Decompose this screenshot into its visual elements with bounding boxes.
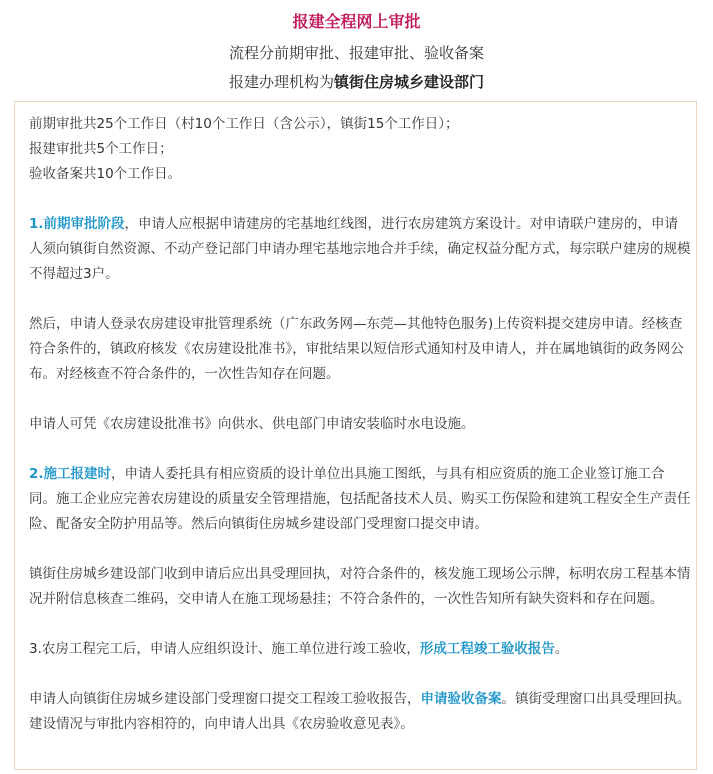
agency-prefix: 报建办理机构为 [228,73,334,91]
stage2-heading: 2.施工报建时 [29,466,112,482]
content-body [29,112,691,737]
stage3-para2-text-end: 。镇街受理窗口出具受理回执。建设情况与审批内容相符的，向申请人出具《农房验收意见表》。 [29,691,691,732]
stage3-para2-text: 申请人向镇街住房城乡建设部门受理窗口提交工程竣工验收报告， [29,691,421,707]
stage3-paragraph [29,637,691,662]
stage3-highlight: 形成工程竣工验收报告 [419,641,555,657]
stage3-para2-highlight: 申请验收备案 [420,691,502,707]
stage1-heading: 1.前期审批阶段 [29,216,125,232]
stage1-paragraph-2: 然后，申请人登录农房建设审批管理系统（广东政务网—东莞—其他特色服务)上传资料提交建房申请。经核查符合条件的，镇政府核发《农房建设批准书》，审批结果以短信形式通知村及申请人，并在属地镇街的政务网公布。对经核查不符合条件的，一次性告知存在问题。 [29,316,684,382]
summary-line-2: 报建审批共5个工作日； [29,141,173,157]
stage3-text: 3.农房工程完工后，申请人应组织设计、施工单位进行竣工验收， [29,641,420,657]
summary-line-3: 验收备案共10个工作日。 [29,166,182,182]
stage2-paragraph-2: 镇街住房城乡建设部门收到申请后应出具受理回执，对符合条件的，核发施工现场公示牌，标明农房工程基本情况并附信息核查二维码，交申请人在施工现场悬挂；不符合条件的，一次性告知所有缺失资料和存在问题。 [29,566,691,607]
stage3-paragraph-2 [29,687,691,737]
summary-line-1: 前期审批共25个工作日（村10个工作日（含公示），镇街15个工作日）； [29,116,459,132]
stage1-text: ，申请人应根据申请建房的宅基地红线图，进行农房建筑方案设计。对申请联户建房的，申请人须向镇街自然资源、不动产登记部门申请办理宅基地宗地合并手续，确定权益分配方式，每宗联户建房的规模不得超过3户。 [29,216,691,282]
stage3-text-end: 。 [554,641,569,657]
stage2-text: ，申请人委托具有相应资质的设计单位出具施工图纸，与具有相应资质的施工企业签订施工合同。施工企业应完善农房建设的质量安全管理措施，包括配备技术人员、购买工伤保险和建筑工程安全生产责任险、配备安全防护用品等。然后向镇街住房城乡建设部门受理窗口提交申请。 [29,466,691,532]
agency-name: 镇街住房城乡建设部门 [334,73,485,91]
page-title: 报建全程网上审批 [292,12,421,31]
stage1-paragraph-3: 申请人可凭《农房建设批准书》向供水、供电部门申请安装临时水电设施。 [29,416,475,432]
agency-subtitle [0,71,713,93]
stage1-paragraph [29,212,691,287]
stage2-paragraph [29,462,691,537]
process-subtitle: 流程分前期审批、报建审批、验收备案 [228,44,484,62]
